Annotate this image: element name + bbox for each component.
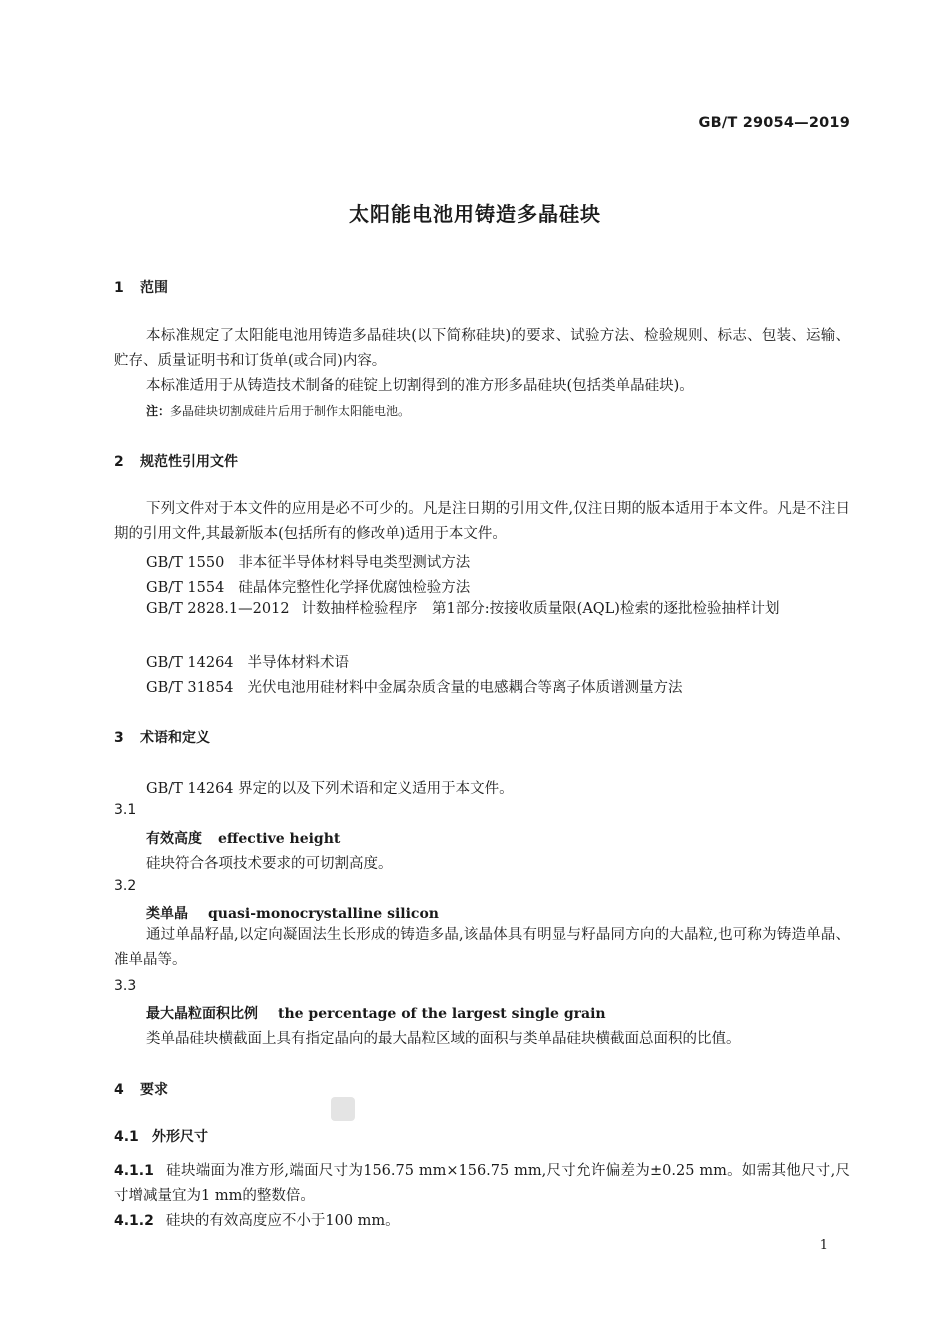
reference-item bbox=[146, 651, 349, 672]
term-number: 3.2 bbox=[114, 878, 137, 894]
page-number: 1 bbox=[819, 1238, 828, 1253]
terms-intro: GB/T 14264 界定的以及下列术语和定义适用于本文件。 bbox=[146, 781, 514, 797]
reference-code: GB/T 2828.1—2012 bbox=[146, 601, 290, 617]
term-english: effective height bbox=[218, 831, 341, 847]
reference-title: 光伏电池用硅材料中金属杂质含量的电感耦合等离子体质谱测量方法 bbox=[247, 680, 683, 696]
scope-paragraph-2: 本标准适用于从铸造技术制备的硅锭上切割得到的准方形多晶硅块(包括类单晶硅块)。 bbox=[146, 378, 694, 394]
reference-title: 半导体材料术语 bbox=[247, 655, 350, 671]
note-text: 多晶硅块切割成硅片后用于制作太阳能电池。 bbox=[170, 404, 411, 418]
reference-code: GB/T 1550 bbox=[146, 555, 225, 571]
section-4-heading bbox=[114, 1079, 168, 1099]
reference-code: GB/T 31854 bbox=[146, 680, 234, 696]
reference-item bbox=[146, 676, 683, 697]
reference-title: 硅晶体完整性化学择优腐蚀检验方法 bbox=[238, 580, 471, 596]
clause-number: 4.1.2 bbox=[114, 1213, 154, 1229]
scope-paragraph-1: 本标准规定了太阳能电池用铸造多晶硅块(以下简称硅块)的要求、试验方法、检验规则、标志、包装、运输、贮存、质量证明书和订货单(或合同)内容。 bbox=[114, 328, 850, 369]
clause-4-1-2 bbox=[114, 1209, 850, 1234]
section-1-heading bbox=[114, 277, 168, 297]
clause-text: 硅块的有效高度应不小于100 mm。 bbox=[165, 1213, 400, 1229]
standard-number: GB/T 29054—2019 bbox=[698, 115, 850, 131]
subsection-number: 4.1 bbox=[114, 1129, 139, 1145]
references-intro: 下列文件对于本文件的应用是必不可少的。凡是注日期的引用文件,仅注日期的版本适用于本文件。凡是不注日期的引用文件,其最新版本(包括所有的修改单)适用于本文件。 bbox=[114, 501, 850, 542]
section-title: 范围 bbox=[140, 280, 168, 296]
section-number: 3 bbox=[114, 730, 124, 746]
term-definition: 硅块符合各项技术要求的可切割高度。 bbox=[146, 856, 393, 872]
section-2-heading bbox=[114, 451, 238, 471]
scope-note bbox=[146, 402, 410, 419]
term-entry bbox=[146, 903, 439, 923]
section-title: 术语和定义 bbox=[140, 730, 210, 746]
term-chinese: 有效高度 bbox=[146, 831, 202, 847]
section-3-heading bbox=[114, 727, 210, 747]
scan-smudge bbox=[331, 1097, 355, 1121]
section-number: 2 bbox=[114, 454, 124, 470]
reference-item bbox=[146, 551, 470, 572]
reference-item bbox=[114, 597, 850, 622]
term-number: 3.3 bbox=[114, 978, 137, 994]
term-entry bbox=[146, 1003, 606, 1023]
term-entry bbox=[146, 828, 340, 848]
reference-item bbox=[146, 576, 470, 597]
clause-4-1-1 bbox=[114, 1159, 850, 1209]
term-english: the percentage of the largest single grain bbox=[278, 1006, 606, 1022]
subsection-4-1-heading bbox=[114, 1126, 208, 1146]
term-chinese: 类单晶 bbox=[146, 906, 188, 922]
subsection-title: 外形尺寸 bbox=[152, 1129, 208, 1145]
reference-code: GB/T 1554 bbox=[146, 580, 225, 596]
note-label: 注： bbox=[146, 404, 171, 418]
section-title: 要求 bbox=[140, 1082, 168, 1098]
section-number: 4 bbox=[114, 1082, 124, 1098]
reference-title: 计数抽样检验程序 第1部分:按接收质量限(AQL)检索的逐批检验抽样计划 bbox=[301, 601, 780, 617]
section-number: 1 bbox=[114, 280, 124, 296]
document-title: 太阳能电池用铸造多晶硅块 bbox=[349, 202, 601, 226]
term-english: quasi-monocrystalline silicon bbox=[208, 906, 439, 922]
term-definition: 类单晶硅块横截面上具有指定晶向的最大晶粒区域的面积与类单晶硅块横截面总面积的比值。 bbox=[146, 1031, 741, 1047]
term-definition: 通过单晶籽晶,以定向凝固法生长形成的铸造多晶,该晶体具有明显与籽晶同方向的大晶粒,也可称为铸造单晶、准单晶等。 bbox=[114, 927, 850, 968]
clause-number: 4.1.1 bbox=[114, 1163, 154, 1179]
reference-code: GB/T 14264 bbox=[146, 655, 234, 671]
term-number: 3.1 bbox=[114, 802, 137, 818]
term-chinese: 最大晶粒面积比例 bbox=[146, 1006, 258, 1022]
section-title: 规范性引用文件 bbox=[140, 454, 238, 470]
clause-text: 硅块端面为准方形,端面尺寸为156.75 mm×156.75 mm,尺寸允许偏差为±0.25 mm。如需其他尺寸,尺寸增减量宜为1 mm的整数倍。 bbox=[114, 1163, 850, 1204]
reference-title: 非本征半导体材料导电类型测试方法 bbox=[238, 555, 471, 571]
